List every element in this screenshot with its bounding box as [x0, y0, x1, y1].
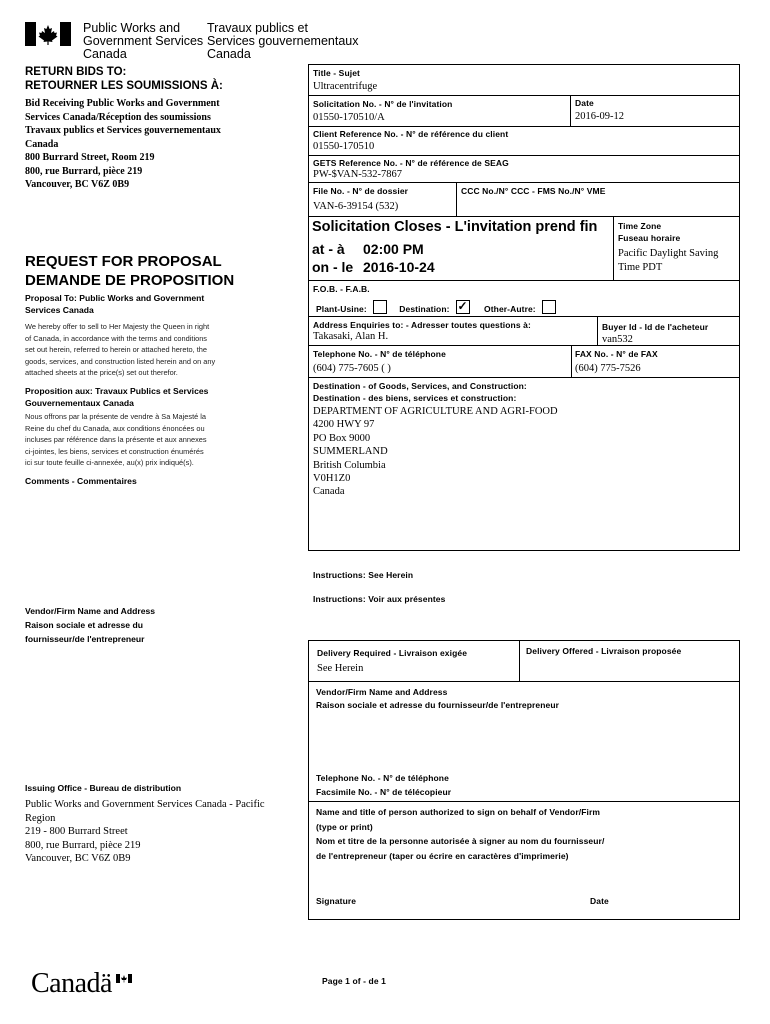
issuing-office-address: Public Works and Government Services Canada - Pacific Region 219 - 800 Burrard Street 800, rue Burrard, pièce 219 Vancouver, BC V6Z 0B9	[25, 799, 265, 864]
buyer-id-value: van532	[602, 334, 633, 345]
proposition-text: Nous offrons par la présente de vendre à Sa Majesté la Reine du chef du Canada, aux conditions énoncées ou incluses par référence dans la présente et aux annexes ci-jointes, les biens, services et construction énumérés ici sur toute feuille ci-annexée, au(x) prix indiqué(s).	[25, 412, 207, 468]
other-autre-checkbox[interactable]	[542, 300, 556, 314]
telephone-label: Telephone No. - N° de téléphone	[313, 349, 446, 359]
destination-label: Destination:	[399, 304, 450, 314]
return-bids-address: Bid Receiving Public Works and Government Services Canada/Réception des soumissions Travaux publics et Services gouvernementaux Canada 800 Burrard Street, Room 219 800, rue Burrard, pièce 219 Vancouver, BC V6Z 0B9	[25, 98, 221, 190]
authorized-person-label: Name and title of person authorized to sign on behalf of Vendor/Firm (type or print) Nom et titre de la personne autorisée à signer au nom du fournisseur/ de l'entrepreneur (taper ou écrire en caractères d'imprimerie)	[316, 807, 605, 861]
instructions-en: Instructions: See Herein	[313, 570, 414, 580]
comments-label: Comments - Commentaires	[25, 476, 137, 486]
signature-date-label: Date	[590, 896, 609, 906]
dept-name-en: Public Works and Government Services Canada	[83, 21, 204, 61]
delivery-required-value: See Herein	[317, 663, 364, 674]
rfp-title: REQUEST FOR PROPOSAL DEMANDE DE PROPOSITION	[25, 253, 235, 289]
closes-at-value: 02:00 PM	[363, 241, 424, 257]
client-ref-label: Client Reference No. - N° de référence du client	[313, 129, 509, 139]
closes-on-label: on - le	[312, 259, 354, 275]
file-no-label: File No. - N° de dossier	[313, 186, 409, 196]
other-autre-label: Other-Autre:	[484, 304, 536, 314]
fax-label: FAX No. - N° de FAX	[575, 349, 658, 359]
tel-fax-label: Telephone No. - N° de téléphone Facsimile No. - N° de télécopieur	[316, 773, 452, 797]
address-enquiries-label: Address Enquiries to: - Adresser toutes questions à:	[313, 320, 531, 330]
date-label: Date	[575, 98, 594, 108]
page-number: Page 1 of - de 1	[322, 976, 386, 986]
destination-goods-label: Destination - of Goods, Services, and Construction: Destination - des biens, services et construction:	[313, 381, 527, 403]
closes-at-label: at - à	[312, 241, 345, 257]
dept-name-fr: Travaux publics et Services gouvernementaux Canada	[207, 21, 359, 61]
proposal-to-text: We hereby offer to sell to Her Majesty the Queen in right of Canada, in accordance with the terms and conditions set out herein, referred to herein or attached hereto, the goods, services, and construction listed herein and on any attached sheets at the price(s) set out therefor.	[25, 322, 216, 378]
canada-wordmark: Canadä	[31, 968, 112, 999]
address-enquiries-value: Takasaki, Alan H.	[313, 331, 389, 342]
file-no-value: VAN-6-39154 (532)	[313, 201, 399, 212]
solicitation-closes-title: Solicitation Closes - L'invitation prend fin	[312, 219, 598, 235]
telephone-value: (604) 775-7605 ( )	[313, 363, 391, 374]
client-ref-value: 01550-170510	[313, 141, 375, 152]
delivery-offered-label: Delivery Offered - Livraison proposée	[526, 646, 682, 656]
buyer-id-label: Buyer Id - Id de l'acheteur	[602, 322, 709, 332]
destination-checkbox[interactable]	[456, 300, 470, 314]
timezone-label: Time Zone Fuseau horaire	[618, 221, 681, 243]
fob-options	[316, 299, 556, 317]
canada-flag-icon	[25, 22, 71, 46]
solicitation-value: 01550-170510/A	[313, 112, 385, 123]
signature-label: Signature	[316, 896, 357, 906]
instructions-fr: Instructions: Voir aux présentes	[313, 594, 446, 604]
plant-usine-checkbox[interactable]	[373, 300, 387, 314]
proposal-to-label: Proposal To: Public Works and Government Services Canada	[25, 293, 205, 315]
title-value: Ultracentrifuge	[313, 81, 378, 92]
fob-label: F.O.B. - F.A.B.	[313, 284, 370, 294]
gets-ref-value: PW-$VAN-532-7867	[313, 169, 403, 180]
plant-usine-label: Plant-Usine:	[316, 304, 367, 314]
title-label: Title - Sujet	[313, 68, 360, 78]
vendor-left-label: Vendor/Firm Name and Address Raison sociale et adresse du fournisseur/de l'entrepreneur	[25, 606, 156, 644]
issuing-office-label: Issuing Office - Bureau de distribution	[25, 783, 182, 793]
canada-wordmark-flag-icon	[116, 970, 132, 979]
closes-on-value: 2016-10-24	[363, 259, 435, 275]
timezone-value: Pacific Daylight Saving Time PDT	[618, 248, 719, 273]
fax-value: (604) 775-7526	[575, 363, 641, 374]
delivery-required-label: Delivery Required - Livraison exigée	[317, 648, 468, 658]
proposition-label: Proposition aux: Travaux Publics et Services Gouvernementaux Canada	[25, 386, 209, 408]
vendor-firm-label: Vendor/Firm Name and Address Raison sociale et adresse du fournisseur/de l'entrepreneur	[316, 687, 560, 710]
date-value: 2016-09-12	[575, 111, 624, 122]
destination-address: DEPARTMENT OF AGRICULTURE AND AGRI-FOOD 4200 HWY 97 PO Box 9000 SUMMERLAND British Columbia V0H1Z0 Canada	[313, 406, 558, 498]
gets-ref-label: GETS Reference No. - N° de référence de SEAG	[313, 158, 509, 168]
return-bids-title: RETURN BIDS TO: RETOURNER LES SOUMISSIONS À:	[25, 66, 223, 92]
solicitation-label: Solicitation No. - N° de l'invitation	[313, 99, 453, 109]
ccc-label: CCC No./N° CCC - FMS No./N° VME	[461, 186, 606, 196]
check-mark-icon: ✓	[457, 298, 468, 313]
